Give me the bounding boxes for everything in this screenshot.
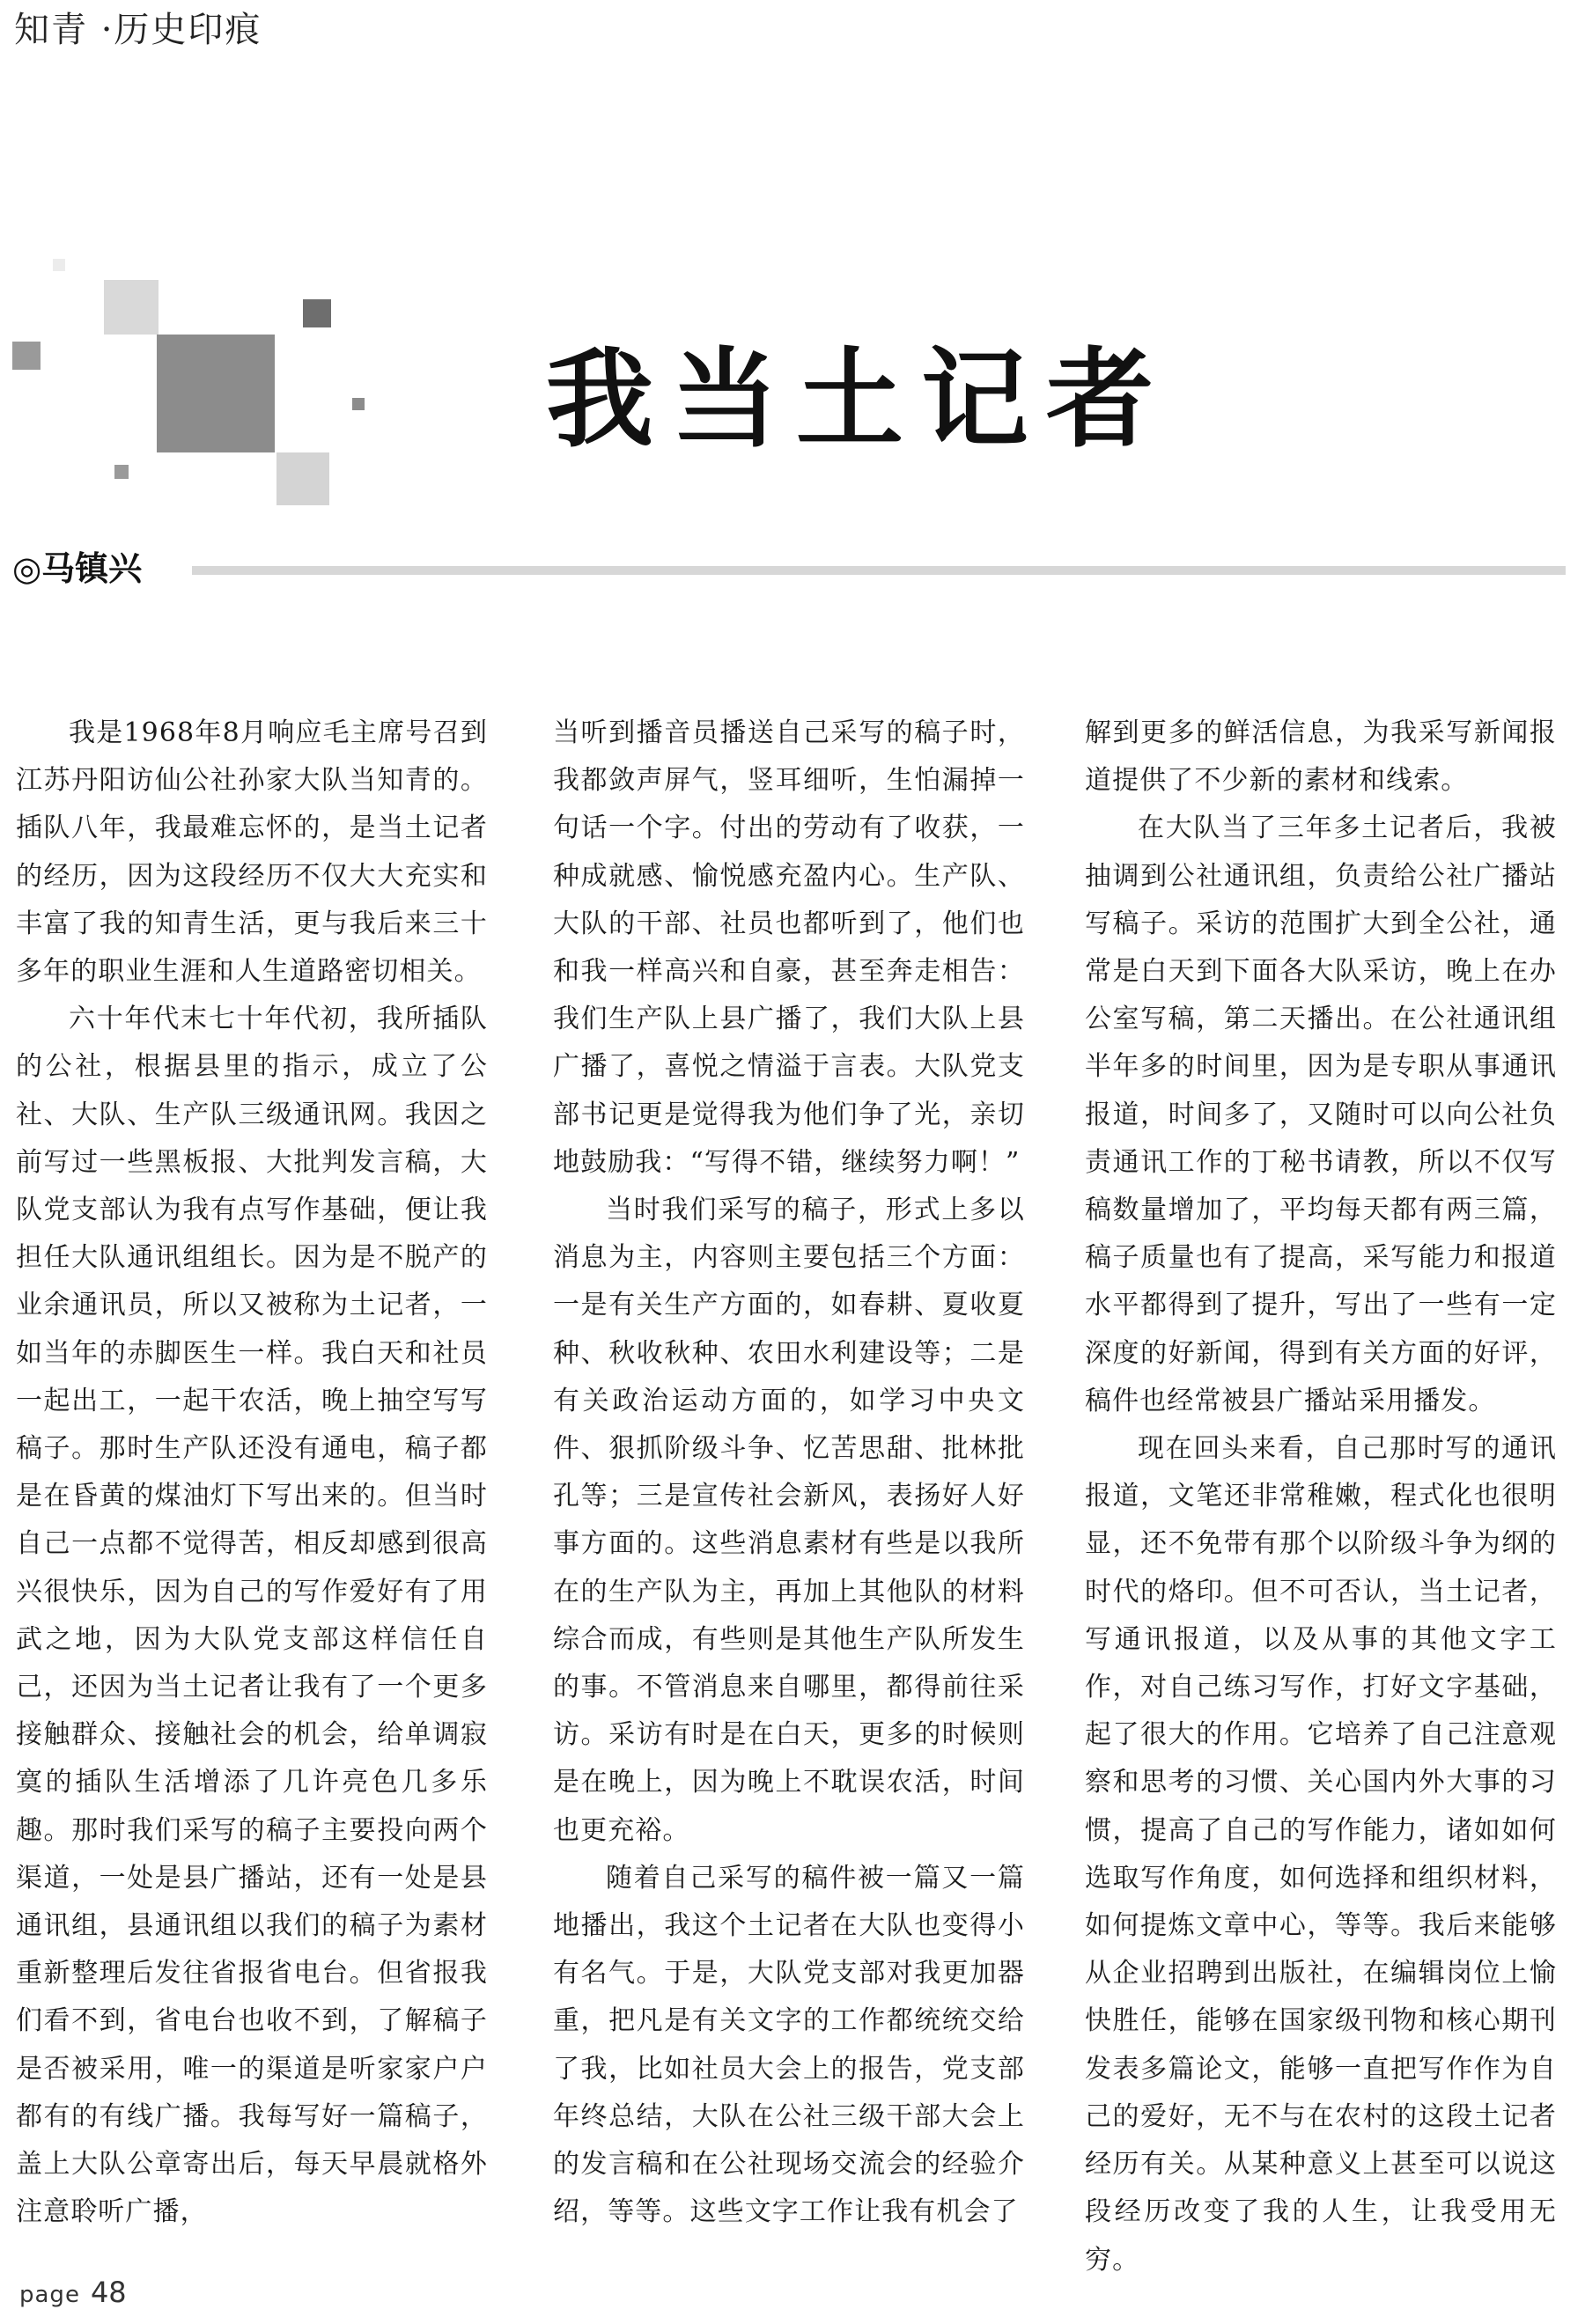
deco-square bbox=[114, 465, 129, 479]
deco-square bbox=[157, 335, 275, 452]
paragraph: 现在回头来看，自己那时写的通讯报道，文笔还非常稚嫩，程式化也很明显，还不免带有那个以阶级斗争为纲的时代的烙印。但不可否认，当土记者，写通讯报道，以及从事的其他文字工作，对自己练习写作，打好文字基础，起了很大的作用。它培养了自己注意观察和思考的习惯、关心国内外大事的习惯，提高了自己的写作能力，诸如如何选取写作角度，如何选择和组织材料，如何提炼文章中心，等等。我后来能够从企业招聘到出版社，在编辑岗位上愉快胜任，能够在国家级刊物和核心期刊发表多篇论文，能够一直把写作作为自己的爱好，无不与在农村的这段土记者经历有关。从某种意义上甚至可以说这段经历改变了我的人生，让我受用无穷。 bbox=[1085, 1433, 1557, 2276]
paragraph: 解到更多的鲜活信息，为我采写新闻报道提供了不少新的素材和线索。 bbox=[1085, 717, 1557, 797]
article-column-2 bbox=[553, 710, 1025, 2237]
deco-square bbox=[104, 280, 158, 335]
paragraph: 当时我们采写的稿子，形式上多以消息为主，内容则主要包括三个方面：一是有关生产方面的，如春耕、夏收夏种、秋收秋种、农田水利建设等；二是有关政治运动方面的，如学习中央文件、狠抓阶级斗争、忆苦思甜、批林批孔等；三是宣传社会新风，表扬好人好事方面的。这些消息素材有些是以我所在的生产队为主，再加上其他队的材料综合而成，有些则是其他生产队所发生的事。不管消息来自哪里，都得前往采访。采访有时是在白天，更多的时候则是在晚上，因为晚上不耽误农活，时间也更充裕。 bbox=[553, 1195, 1025, 1846]
deco-square bbox=[303, 299, 331, 327]
byline-divider bbox=[192, 566, 1566, 575]
deco-square bbox=[12, 342, 41, 370]
article-column-1 bbox=[16, 710, 488, 2237]
deco-square bbox=[53, 259, 65, 271]
deco-square bbox=[352, 398, 365, 410]
page-label: page bbox=[19, 2282, 80, 2308]
page-number: 48 bbox=[90, 2276, 127, 2309]
deco-square bbox=[276, 452, 329, 505]
page-footer bbox=[19, 2276, 127, 2309]
paragraph: 当听到播音员播送自己采写的稿子时，我都敛声屏气，竖耳细听，生怕漏掉一句话一个字。付出的劳动有了收获，一种成就感、愉悦感充盈内心。生产队、大队的干部、社员也都听到了，他们也和我一样高兴和自豪，甚至奔走相告：我们生产队上县广播了，我们大队上县广播了，喜悦之情溢于言表。大队党支部书记更是觉得我为他们争了光，亲切地鼓励我：“写得不错，继续努力啊！” bbox=[553, 717, 1025, 1178]
article-column-3 bbox=[1085, 710, 1557, 2284]
paragraph: 六十年代末七十年代初，我所插队的公社，根据县里的指示，成立了公社、大队、生产队三级通讯网。我因之前写过一些黑板报、大批判发言稿，大队党支部认为我有点写作基础，便让我担任大队通讯组组长。因为是不脱产的业余通讯员，所以又被称为土记者，一如当年的赤脚医生一样。我白天和社员一起出工，一起干农活，晚上抽空写写稿子。那时生产队还没有通电，稿子都是在昏黄的煤油灯下写出来的。但当时自己一点都不觉得苦，相反却感到很高兴很快乐，因为自己的写作爱好有了用武之地，因为大队党支部这样信任自己，还因为当土记者让我有了一个更多接触群众、接触社会的机会，给单调寂寞的插队生活增添了几许亮色几多乐趣。那时我们采写的稿子主要投向两个渠道，一处是县广播站，还有一处是县通讯组，县通讯组以我们的稿子为素材重新整理后发往省报省电台。但省报我们看不到，省电台也收不到，了解稿子是否被采用，唯一的渠道是听家家户户都有的有线广播。我每写好一篇稿子，盖上大队公章寄出后，每天早晨就格外注意聆听广播， bbox=[16, 1004, 488, 2228]
section-header: 知青 ·历史印痕 bbox=[14, 10, 262, 50]
paragraph: 随着自己采写的稿件被一篇又一篇地播出，我这个土记者在大队也变得小有名气。于是，大队党支部对我更加器重，把凡是有关文字的工作都统统交给了我，比如社员大会上的报告，党支部年终总结，大队在公社三级干部大会上的发言稿和在公社现场交流会的经验介绍，等等。这些文字工作让我有机会了 bbox=[553, 1862, 1025, 2228]
paragraph: 在大队当了三年多土记者后，我被抽调到公社通讯组，负责给公社广播站写稿子。采访的范围扩大到全公社，通常是白天到下面各大队采访，晚上在办公室写稿，第二天播出。在公社通讯组半年多的时间里，因为是专职从事通讯报道，时间多了，又随时可以向公社负责通讯工作的丁秘书请教，所以不仅写稿数量增加了，平均每天都有两三篇，稿子质量也有了提高，采写能力和报道水平都得到了提升，写出了一些有一定深度的好新闻，得到有关方面的好评，稿件也经常被县广播站采用播发。 bbox=[1085, 813, 1557, 1416]
paragraph: 我是1968年8月响应毛主席号召到江苏丹阳访仙公社孙家大队当知青的。插队八年，我最难忘怀的，是当土记者的经历，因为这段经历不仅大大充实和丰富了我的知青生活，更与我后来三十多年的职业生涯和人生道路密切相关。 bbox=[16, 717, 488, 988]
article-title: 我当土记者 bbox=[546, 335, 1171, 462]
author-byline: ◎马镇兴 bbox=[12, 549, 143, 588]
